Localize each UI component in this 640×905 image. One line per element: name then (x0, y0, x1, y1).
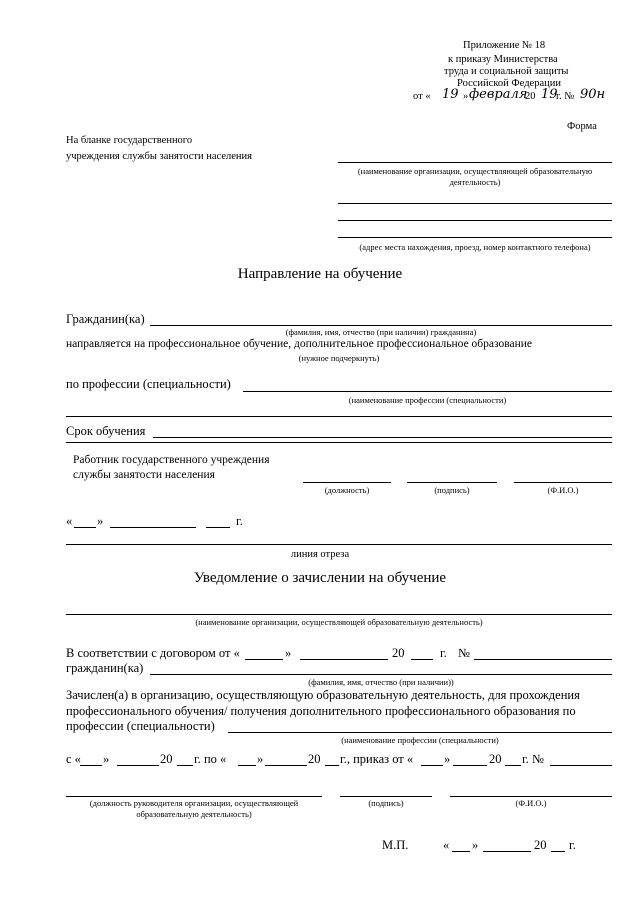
contract-number-line (474, 659, 612, 660)
notice-title: Уведомление о зачислении на обучение (193, 570, 447, 586)
head-name-line (450, 796, 612, 797)
date-year-line (206, 527, 230, 528)
date-day-line (74, 527, 96, 528)
stamp-open-quote: « (443, 838, 450, 852)
period-from-day-line (80, 765, 102, 766)
head-position-caption-l2: образовательную деятельность) (136, 809, 252, 819)
period-num: г. № (522, 752, 544, 766)
citizen2-caption: (фамилия, имя, отчество (при наличии)) (308, 677, 454, 687)
contract-month-line (300, 659, 388, 660)
profession-caption: (наименование профессии (специальности) (348, 395, 507, 405)
worker-signature-line (407, 482, 497, 483)
head-position-caption-l1: (должность руководителя организации, осуществляющей (89, 798, 299, 808)
appendix-line-2: к приказу Министерства (448, 54, 558, 65)
referral-title: Направление на обучение (237, 266, 403, 282)
appendix-date-year-suffix: г. № (556, 91, 575, 102)
notice-org-caption: (наименование организации, осуществляющей образовательную деятельность) (195, 617, 483, 627)
period-from-year-line (177, 765, 193, 766)
period-close-2: » (257, 752, 264, 766)
worker-position-line (303, 482, 391, 483)
enrolled-line-1: Зачислен(а) в организацию, осуществляющую образовательную деятельность, для прохождения (66, 688, 580, 702)
stamp-day-line (452, 851, 470, 852)
underline-caption: (нужное подчеркнуть) (298, 353, 380, 363)
org-caption-l1: (наименование организации, осуществляющей образовательную (357, 166, 593, 176)
contract-century: 20 (392, 646, 405, 660)
appendix-date-mid: » (463, 91, 469, 102)
date-open-quote: « (66, 514, 73, 528)
appendix-line-3: труда и социальной защиты (444, 66, 569, 77)
enrolled-line-2: профессионального обучения/ получения дополнительного профессионального образования по (66, 704, 576, 718)
date-close-quote: » (97, 514, 104, 528)
contract-prefix: В соответствии с договором от « (66, 646, 240, 660)
period-from-month-line (117, 765, 159, 766)
period-order: г., приказ от « (340, 752, 414, 766)
letterhead-line-1: На бланке государственного (66, 135, 193, 146)
head-signature-caption: (подпись) (368, 798, 404, 808)
period-century-2: 20 (308, 752, 321, 766)
contract-number-sign: № (458, 646, 470, 660)
stamp-year-line (551, 851, 565, 852)
stamp-year-suffix: г. (569, 838, 576, 852)
worker-position-caption: (должность) (324, 485, 370, 495)
period-order-month-line (453, 765, 487, 766)
directed-text: направляется на профессиональное обучение, дополнительное профессиональное образование (66, 338, 533, 350)
appendix-date-day: 19 (442, 87, 459, 102)
period-order-day-line (421, 765, 443, 766)
org-caption-l2: деятельность) (449, 177, 501, 187)
address-line-1 (338, 203, 612, 204)
date-year-suffix: г. (236, 514, 243, 528)
term-line (153, 437, 612, 438)
period-from: с « (66, 752, 81, 766)
period-by-year-line (325, 765, 339, 766)
citizen-caption: (фамилия, имя, отчество (при наличии) гражданина) (285, 327, 477, 337)
date-month-line (110, 527, 196, 528)
head-signature-line (340, 796, 432, 797)
appendix-date-month: февраля (469, 87, 528, 102)
stamp-close-quote: » (472, 838, 479, 852)
contract-close-quote: » (285, 646, 292, 660)
period-century-3: 20 (489, 752, 502, 766)
profession-label: по профессии (специальности) (66, 377, 231, 391)
citizen-line (150, 325, 612, 326)
cut-line (66, 544, 612, 545)
enrolled-line-3: профессии (специальности) (66, 719, 215, 733)
org-line (338, 162, 612, 163)
stamp-century: 20 (534, 838, 547, 852)
worker-name-caption: (Ф.И.О.) (547, 485, 579, 495)
contract-day-line (245, 659, 283, 660)
period-num-line (550, 765, 612, 766)
appendix-line-4: Российской Федерации (457, 78, 561, 89)
citizen-label: Гражданин(ка) (66, 312, 145, 326)
stamp-month-line (483, 851, 531, 852)
term-label: Срок обучения (66, 424, 146, 438)
worker-signature-caption: (подпись) (434, 485, 470, 495)
period-by-day-line (238, 765, 256, 766)
letterhead-line-2: учреждения службы занятости населения (66, 151, 252, 162)
profession-line (243, 391, 612, 392)
address-line-2 (338, 220, 612, 221)
form-label: Форма (567, 121, 597, 132)
contract-year-suffix: г. (440, 646, 447, 660)
citizen2-label: гражданин(ка) (66, 661, 144, 675)
profession-line-2 (66, 416, 612, 417)
period-century-1: 20 (160, 752, 173, 766)
worker-name-line (514, 482, 612, 483)
period-close-3: » (444, 752, 451, 766)
head-name-caption: (Ф.И.О.) (515, 798, 547, 808)
stamp-mp: М.П. (382, 838, 409, 852)
contract-year-line (411, 659, 433, 660)
cut-line-label: линия отреза (290, 549, 350, 560)
appendix-order-number: 90н (580, 87, 606, 102)
worker-line-1: Работник государственного учреждения (73, 454, 270, 466)
appendix-date-year: 19 (541, 87, 558, 102)
period-close-1: » (103, 752, 110, 766)
term-line-2 (66, 442, 612, 443)
appendix-date-prefix: от « (413, 91, 431, 102)
period-by-month-line (265, 765, 307, 766)
citizen2-line (150, 674, 612, 675)
profession2-line (228, 732, 612, 733)
head-position-line (66, 796, 322, 797)
period-order-year-line (505, 765, 521, 766)
notice-org-line (66, 614, 612, 615)
appendix-date-year-prefix: 20 (525, 91, 536, 102)
address-caption: (адрес места нахождения, проезд, номер контактного телефона) (359, 242, 591, 252)
worker-line-2: службы занятости населения (73, 469, 215, 481)
address-line-3 (338, 237, 612, 238)
period-by: г. по « (194, 752, 227, 766)
appendix-line-1: Приложение № 18 (463, 40, 546, 51)
profession2-caption: (наименование профессии (специальности) (341, 735, 499, 745)
